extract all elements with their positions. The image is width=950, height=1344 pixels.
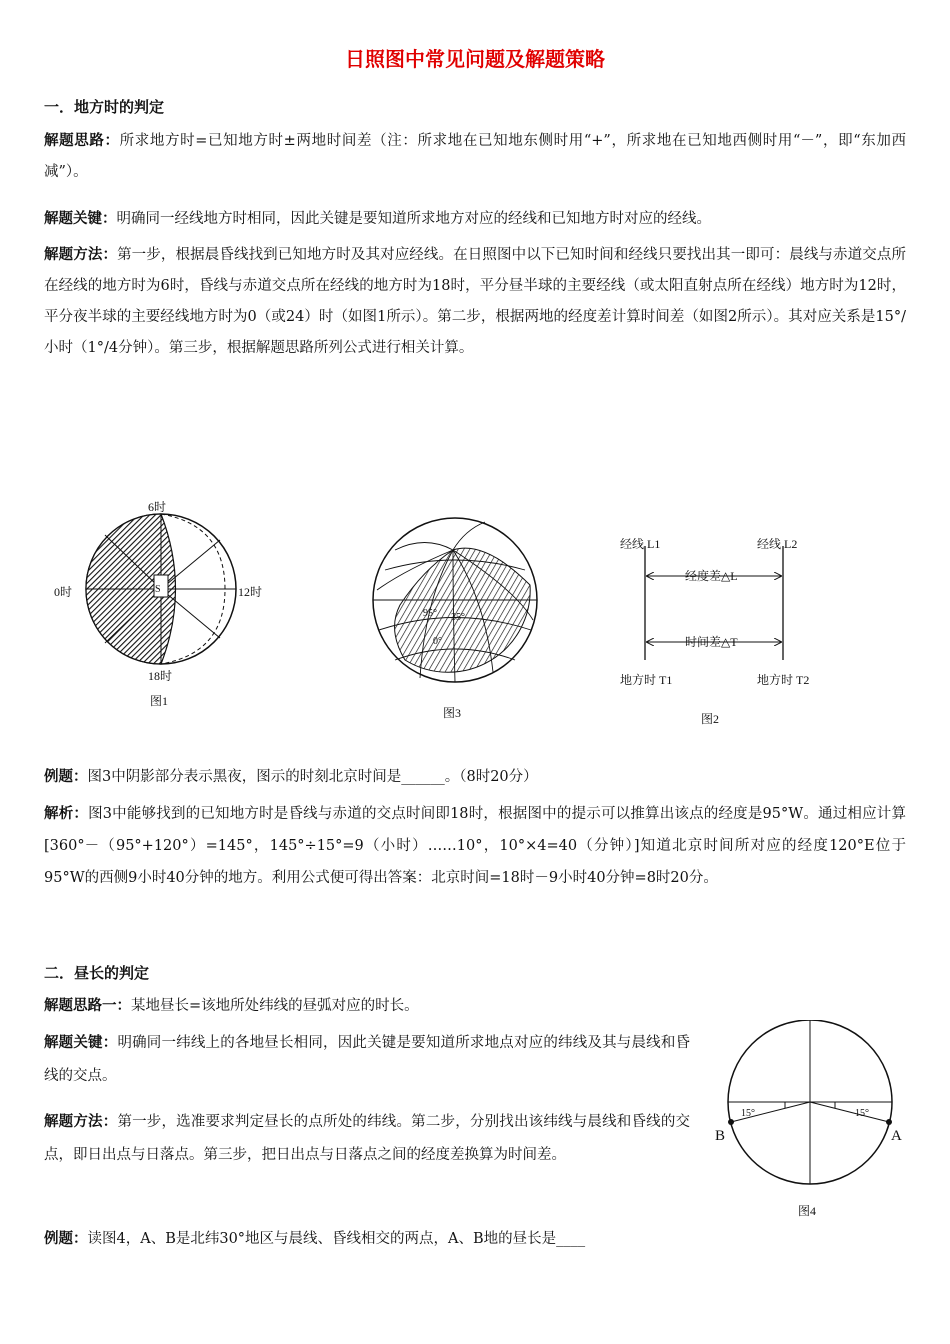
method-label: 解题方法： — [44, 247, 118, 263]
fig4-angle-left: 15° — [741, 1108, 755, 1119]
method-text: 第一步，根据晨昏线找到已知地方时及其对应经线。在日照图中以下已知时间和经线只要找出其一即可：晨线与赤道交点所在经线的地方时为6时，昏线与赤道交点所在经线的地方时为18时，平分昼半球的主要经线（或太阳直射点所在经线）地方时为12时，平分夜半球的主要经线地方时为0（或24）时（如图1所示）。第二步，根据两地的经度差计算时间差（如图2所示）。其对应关系是15°/小时（1°/4分钟）。第三步，根据解题思路所列公式进行相关计算。 — [44, 247, 906, 356]
key-text: 明确同一经线地方时相同，因此关键是要知道所求地方对应的经线和已知地方时对应的经线。 — [116, 211, 711, 227]
fig4-label-b: B — [715, 1128, 726, 1144]
analysis-text: 图3中能够找到的已知地方时是昏线与赤道的交点时间即18时，根据图中的提示可以推算出该点的经度是95°W。通过相应计算[360°－（95°+120°）=145°，145°÷15°=9（小时）……10°，10°×4=40（分钟）]知道北京时间所对应的经度120°E位于95°W的西侧9小时40分钟的地方。利用公式便可得出答案：北京时间=18时－9小时40分钟=8时20分。 — [44, 806, 906, 886]
fig2-caption: 图2 — [701, 712, 720, 726]
fig2-lon-diff: 经度差△L — [685, 569, 738, 583]
section2-thinking — [44, 991, 704, 1022]
key-text-2: 明确同一纬线上的各地昼长相同，因此关键是要知道所求地点对应的纬线及其与晨线和昏线的交点。 — [44, 1035, 691, 1084]
fig1-label-top: 6时 — [148, 500, 167, 514]
section1-key — [44, 204, 906, 235]
figure-2 — [615, 530, 835, 730]
fig1-label-center: S — [155, 584, 161, 595]
method-text-2: 第一步，选准要求判定昼长的点所处的纬线。第二步，分别找出该纬线与晨线和昏线的交点，即日出点与日落点。第三步，把日出点与日落点之间的经度差换算为时间差。 — [44, 1114, 691, 1163]
fig2-label-t1: 地方时 T1 — [620, 673, 673, 687]
section1-example — [44, 762, 906, 793]
section2-key — [44, 1027, 690, 1093]
key-label-2: 解题关键： — [44, 1035, 118, 1051]
fig2-label-t2: 地方时 T2 — [757, 673, 810, 687]
fig2-time-diff: 时间差△T — [685, 635, 738, 649]
thinking-label: 解题思路： — [44, 133, 120, 149]
fig2-label-l2: 经线 L2 — [757, 537, 798, 551]
section2-example — [44, 1224, 704, 1255]
example-text: 图3中阴影部分表示黑夜，图示的时刻北京时间是______。（8时20分） — [87, 769, 538, 785]
figure-3 — [365, 510, 545, 725]
section1-analysis — [44, 798, 906, 894]
fig2-label-l1: 经线 L1 — [620, 537, 661, 551]
section1-thinking — [44, 126, 906, 188]
section1-method — [44, 240, 906, 364]
figure-4 — [705, 1020, 915, 1230]
fig3-angle-35: 35° — [451, 612, 465, 623]
fig3-angle-0: 0° — [433, 636, 442, 647]
fig4-point-b — [728, 1119, 734, 1125]
fig1-label-right: 12时 — [238, 585, 263, 599]
key-label: 解题关键： — [44, 211, 117, 227]
thinking-text-2: 某地昼长=该地所处纬线的昼弧对应的时长。 — [131, 998, 419, 1014]
figure-1 — [50, 495, 290, 715]
thinking-label-2: 解题思路一： — [44, 998, 131, 1014]
example-label: 例题： — [44, 769, 88, 785]
section1-heading: 一．地方时的判定 — [44, 98, 165, 116]
fig4-caption: 图4 — [798, 1204, 817, 1218]
example-text-2: 读图4，A、B是北纬30°地区与晨线、昏线相交的两点，A、B地的昼长是____ — [87, 1231, 586, 1247]
fig4-angle-right: 15° — [855, 1108, 869, 1119]
section2-method — [44, 1106, 690, 1172]
method-label-2: 解题方法： — [44, 1114, 118, 1130]
example-label-2: 例题： — [44, 1231, 88, 1247]
fig4-point-a — [886, 1119, 892, 1125]
section2-heading: 二．昼长的判定 — [44, 964, 150, 982]
thinking-text: 所求地方时=已知地方时±两地时间差（注：所求地在已知地东侧时用“+”，所求地在已知地西侧时用“－”，即“东加西减”）。 — [44, 133, 906, 180]
analysis-label: 解析： — [44, 806, 89, 822]
fig3-angle-95: 95° — [423, 608, 437, 619]
fig1-caption: 图1 — [150, 694, 169, 708]
fig1-label-bottom: 18时 — [148, 669, 173, 683]
page-title: 日照图中常见问题及解题策略 — [345, 47, 605, 71]
fig4-label-a: A — [891, 1128, 902, 1144]
fig1-label-left: 0时 — [54, 585, 73, 599]
fig3-caption: 图3 — [443, 706, 462, 720]
